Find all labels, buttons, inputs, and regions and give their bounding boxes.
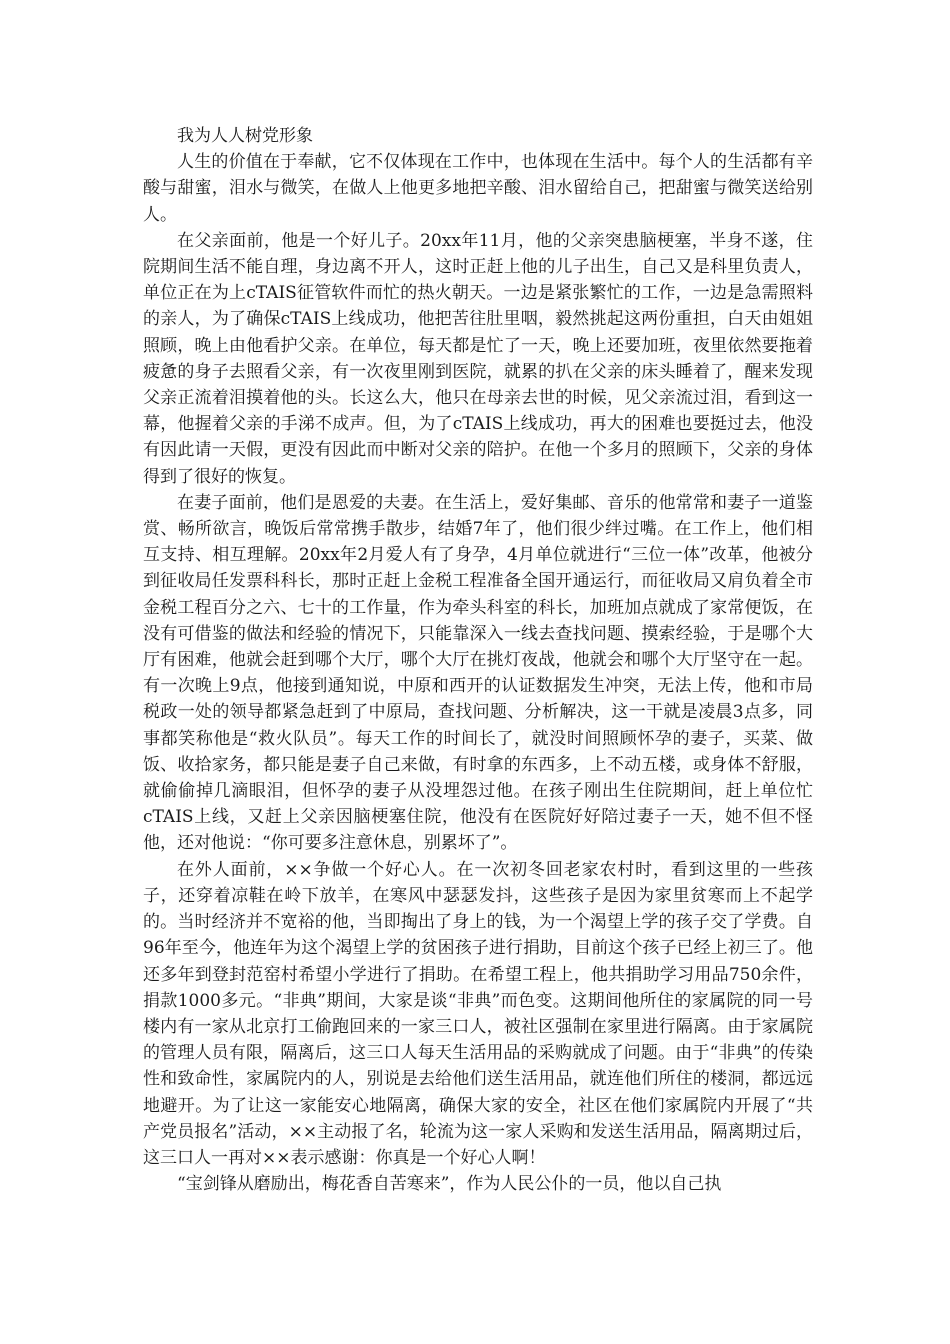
paragraph-closing: “宝剑锋从磨励出，梅花香自苦寒来”，作为人民公仆的一员，他以自己执	[177, 1174, 722, 1195]
paragraph-others: 在外人面前，××争做一个好心人。在一次初冬回老家农村时，看到这里的一些孩子，还穿着凉鞋在岭下放羊，在寒风中瑟瑟发抖，这些孩子是因为家里贫寒而上不起学的。当时经济并不宽裕的他，当即掏出了身上的钱，为一个渴望上学的孩子交了学费。自96年至今，他连年为这个渴望上学的贫困孩子进行捐助，目前这个孩子已经上初三了。他还多年到登封范窑村希望小学进行了捐助。在希望工程上，他共捐助学习用品750余件，捐款1000多元。“非典”期间，大家是谈“非典”而色变。这期间他所住的家属院的同一号楼内有一家从北京打工偷跑回来的一家三口人，被社区强制在家里进行隔离。由于家属院的管理人员有限，隔离后，这三口人每天生活用品的采购就成了问题。由于“非典”的传染性和致命性，家属院内的人，别说是去给他们送生活用品，就连他们所住的楼洞，都远远地避开。为了让这一家能安心地隔离，确保大家的安全，社区在他们家属院内开展了“共产党员报名”活动，××主动报了名，轮流为这一家人采购和发送生活用品，隔离期过后，这三口人一再对××表示感谢：你真是一个好心人啊！	[143, 859, 813, 1168]
paragraph-intro: 人生的价值在于奉献，它不仅体现在工作中，也体现在生活中。每个人的生活都有辛酸与甜蜜，泪水与微笑，在做人上他更多地把辛酸、泪水留给自己，把甜蜜与微笑送给别人。	[143, 152, 813, 225]
paragraph-wife: 在妻子面前，他们是恩爱的夫妻。在生活上，爱好集邮、音乐的他常常和妻子一道鉴赏、畅所欲言，晚饭后常常携手散步，结婚7年了，他们很少绊过嘴。在工作上，他们相互支持、相互理解。20xx年2月爱人有了身孕，4月单位就进行“三位一体”改革，他被分到征收局任发票科科长，那时正赶上金税工程准备全国开通运行，而征收局又肩负着全市金税工程百分之六、七十的工作量，作为牵头科室的科长，加班加点就成了家常便饭，在没有可借鉴的做法和经验的情况下，只能靠深入一线去查找问题、摸索经验，于是哪个大厅有困难，他就会赶到哪个大厅，哪个大厅在挑灯夜战，他就会和哪个大厅坚守在一起。有一次晚上9点，他接到通知说，中原和西开的认证数据发生冲突，无法上传，他和市局税政一处的领导都紧急赶到了中原局，查找问题、分析解决，这一干就是凌晨3点多，同事都笑称他是“救火队员”。每天工作的时间长了，就没时间照顾怀孕的妻子，买菜、做饭、收拾家务，都只能是妻子自己来做，有时拿的东西多，上不动五楼，或身体不舒服，就偷偷掉几滴眼泪，但怀孕的妻子从没埋怨过他。在孩子刚出生住院期间，赶上单位忙cTAIS上线，又赶上父亲因脑梗塞住院，他没有在医院好好陪过妻子一天，她不但不怪他，还对他说：“你可要多注意休息，别累坏了”。	[143, 492, 813, 854]
paragraph-father: 在父亲面前，他是一个好儿子。20xx年11月，他的父亲突患脑梗塞，半身不遂，住院期间生活不能自理，身边离不开人，这时正赶上他的儿子出生，自己又是科里负责人，单位正在为上cTAIS征管软件而忙的热火朝天。一边是紧张繁忙的工作，一边是急需照料的亲人，为了确保cTAIS上线成功，他把苦往肚里咽，毅然挑起这两份重担，白天由姐姐照顾，晚上由他看护父亲。在单位，每天都是忙了一天，晚上还要加班，夜里依然要拖着疲惫的身子去照看父亲，有一次夜里刚到医院，就累的扒在父亲的床头睡着了，醒来发现父亲正流着泪摸着他的头。长这么大，他只在母亲去世的时候，见父亲流过泪，看到这一幕，他握着父亲的手涕不成声。但，为了cTAIS上线成功，再大的困难也要挺过去，他没有因此请一天假，更没有因此而中断对父亲的陪护。在他一个多月的照顾下，父亲的身体得到了很好的恢复。	[143, 230, 813, 487]
document-title: 我为人人树党形象	[177, 126, 313, 146]
document-body	[143, 123, 813, 1197]
